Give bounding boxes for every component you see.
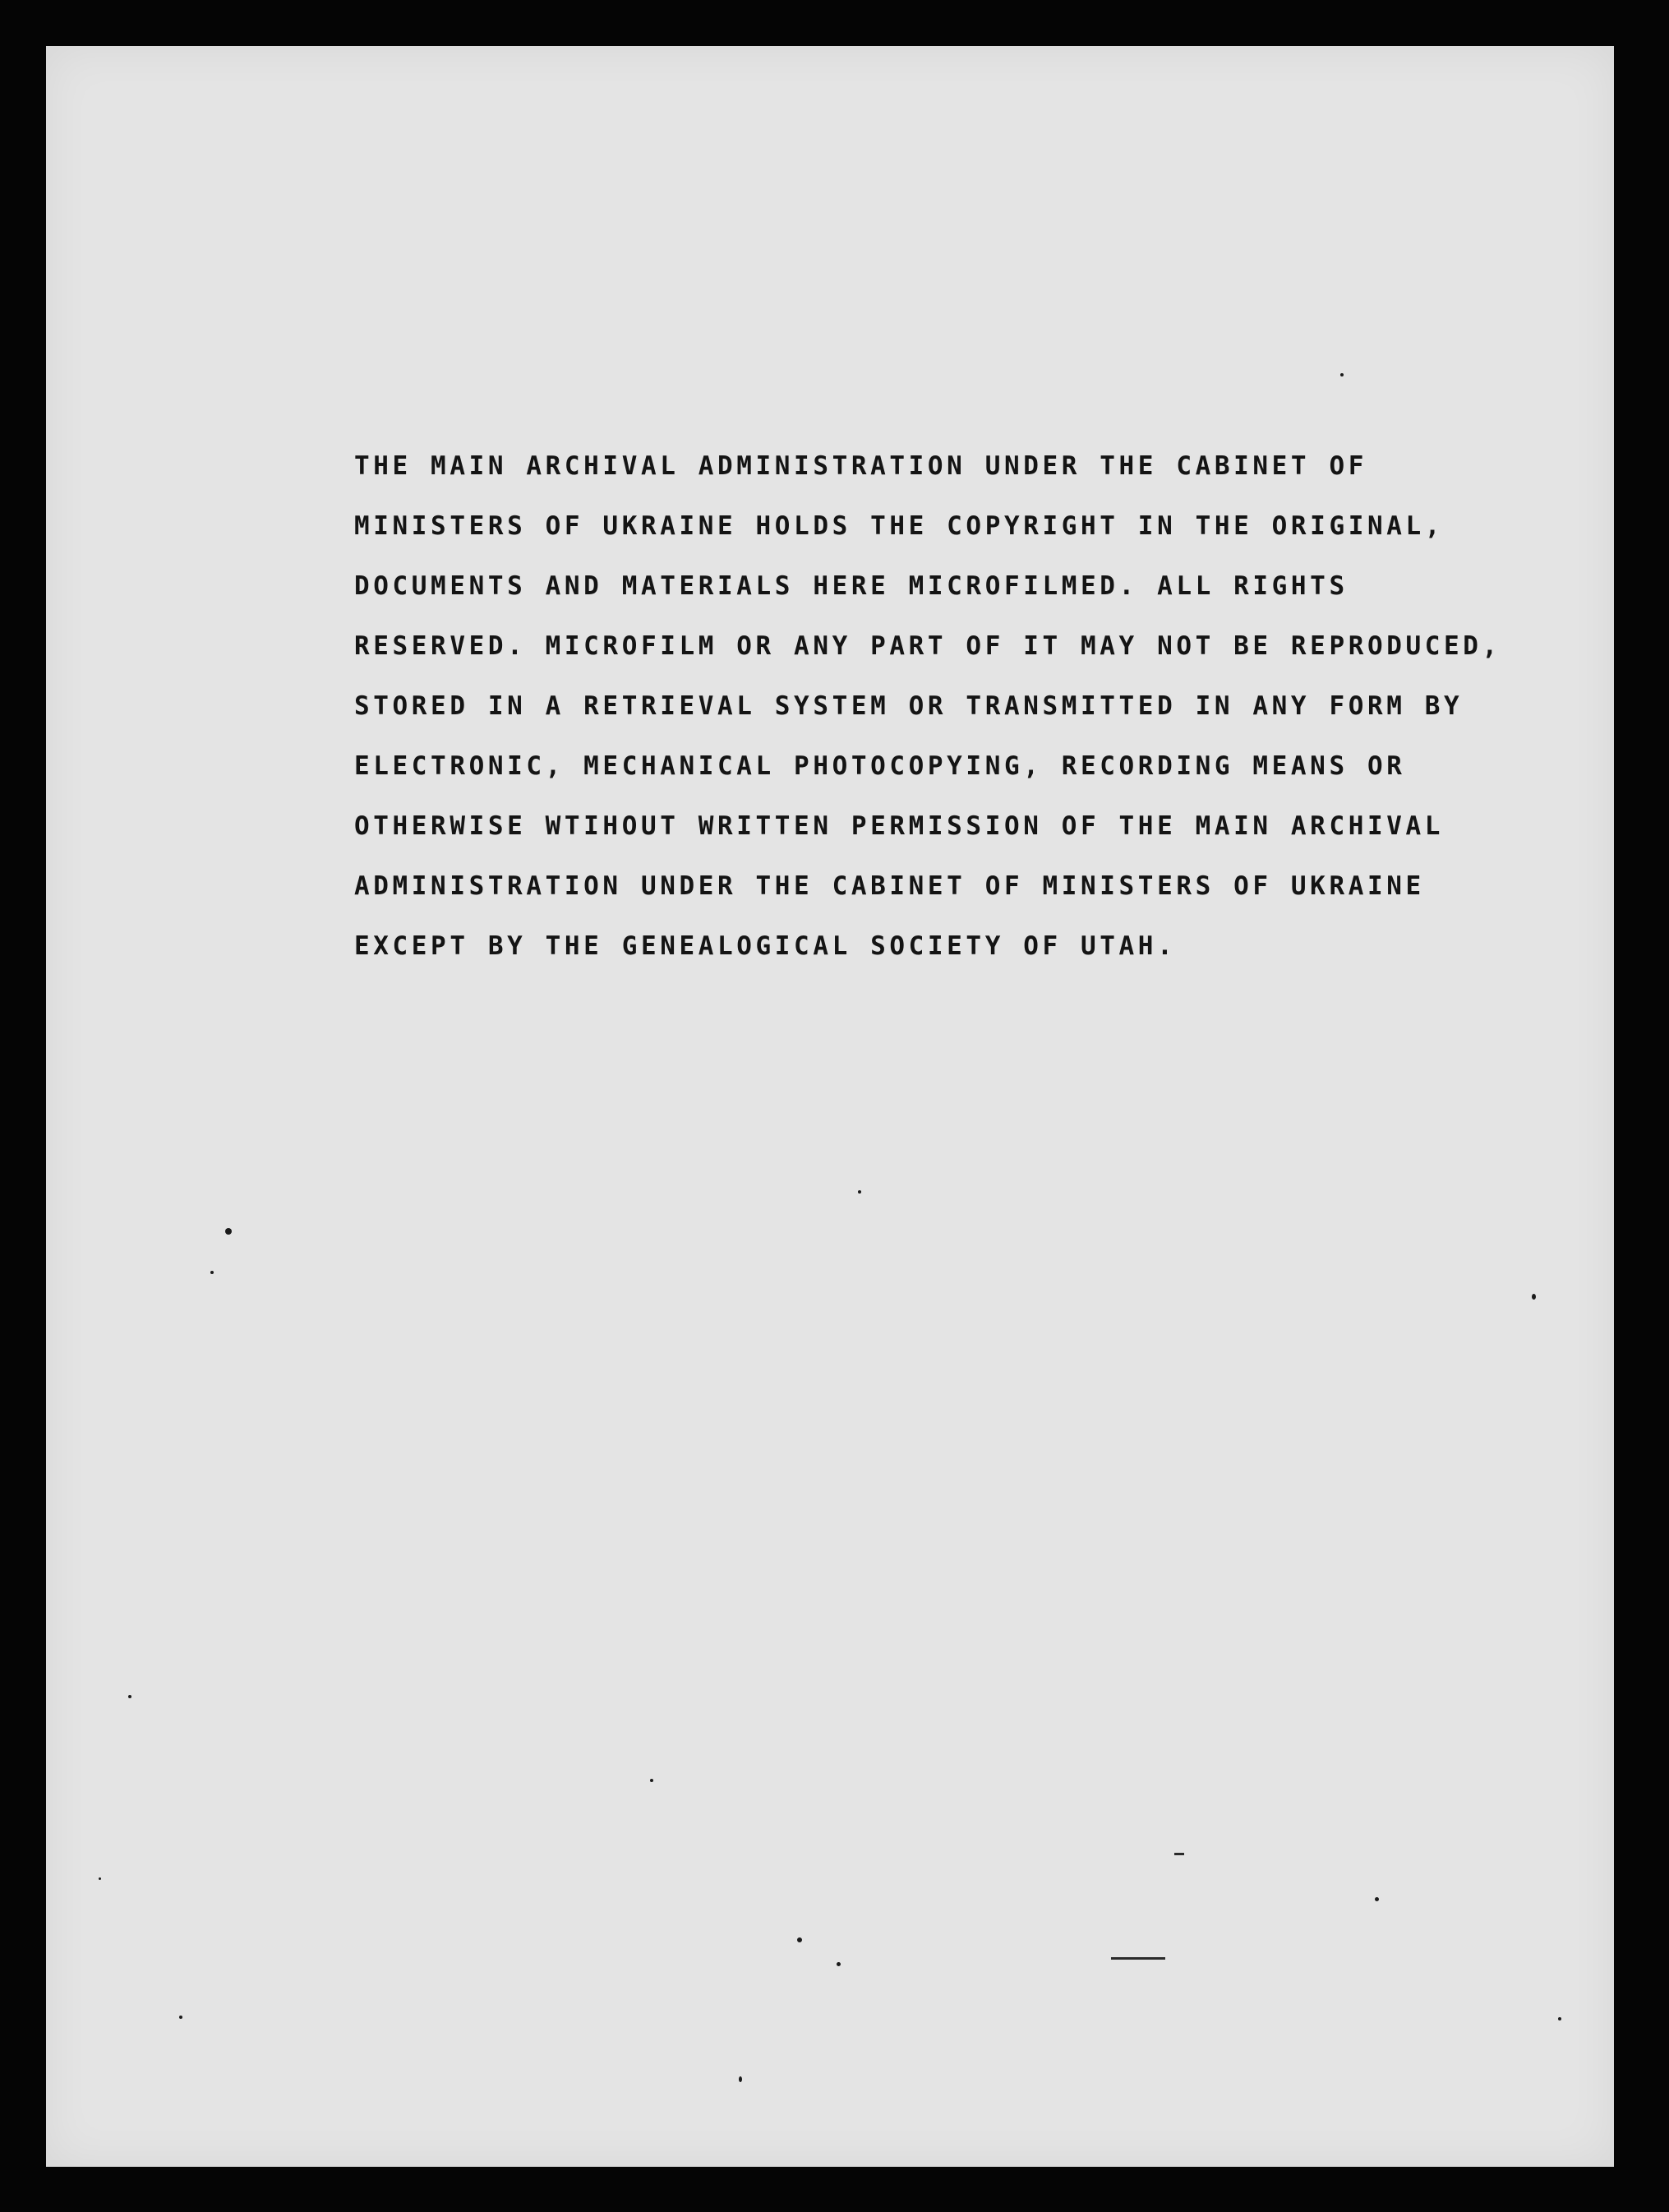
dust-speck [739, 2076, 742, 2082]
dust-speck [837, 1962, 841, 1966]
dust-speck [1532, 1294, 1536, 1300]
dust-speck [179, 2016, 182, 2019]
notice-line: ELECTRONIC, MECHANICAL PHOTOCOPYING, RECORDING MEANS OR [354, 751, 1406, 781]
dust-speck [797, 1937, 802, 1942]
dust-speck [1340, 373, 1344, 376]
copyright-notice [354, 436, 1570, 977]
dust-speck [858, 1190, 861, 1194]
dust-speck [210, 1271, 214, 1274]
scratch-mark [1111, 1957, 1165, 1960]
notice-line: OTHERWISE WTIHOUT WRITTEN PERMISSION OF THE MAIN ARCHIVAL [354, 811, 1445, 841]
notice-line: EXCEPT BY THE GENEALOGICAL SOCIETY OF UTAH. [354, 931, 1177, 961]
notice-line: ADMINISTRATION UNDER THE CABINET OF MINISTERS OF UKRAINE [354, 871, 1425, 901]
notice-line: RESERVED. MICROFILM OR ANY PART OF IT MAY NOT BE REPRODUCED, [354, 631, 1501, 661]
notice-line: THE MAIN ARCHIVAL ADMINISTRATION UNDER THE CABINET OF [354, 451, 1367, 481]
dust-speck [99, 1877, 101, 1880]
document-page [46, 46, 1614, 2167]
dust-speck [650, 1779, 653, 1782]
dust-speck [1375, 1897, 1379, 1901]
dust-speck [225, 1228, 232, 1235]
scratch-mark [1174, 1853, 1184, 1855]
notice-line: MINISTERS OF UKRAINE HOLDS THE COPYRIGHT IN THE ORIGINAL, [354, 511, 1445, 541]
dust-speck [1558, 2017, 1561, 2020]
notice-line: STORED IN A RETRIEVAL SYSTEM OR TRANSMITTED IN ANY FORM BY [354, 691, 1464, 721]
dust-speck [128, 1695, 131, 1698]
notice-line: DOCUMENTS AND MATERIALS HERE MICROFILMED. ALL RIGHTS [354, 571, 1349, 601]
